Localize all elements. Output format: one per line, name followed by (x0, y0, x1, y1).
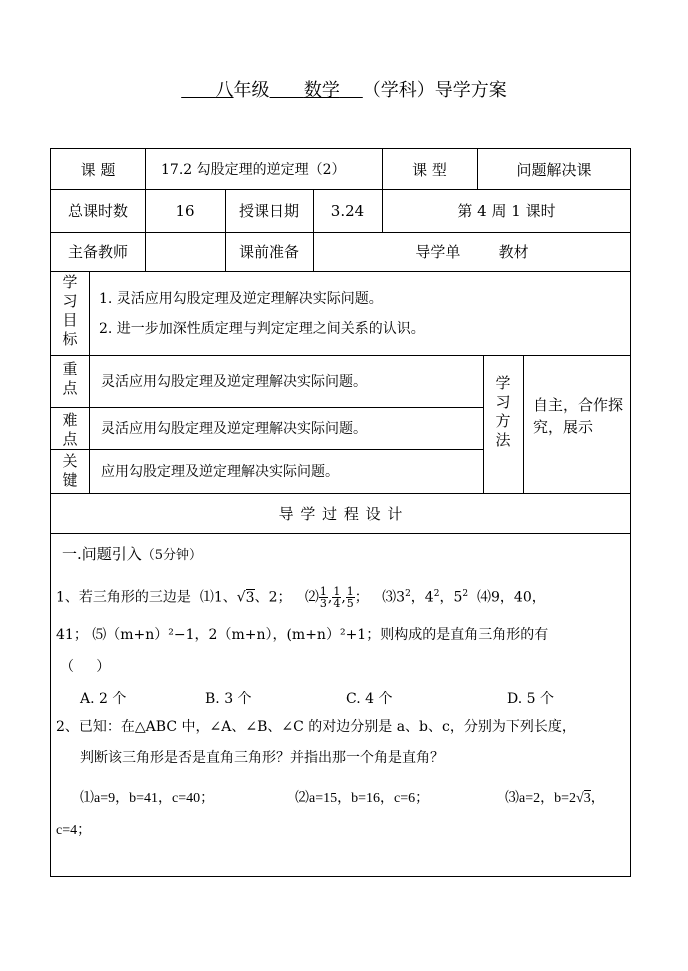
grade-blank: 八 (215, 80, 234, 101)
question-2-b: ⑵a=15，b=16，c=6； (295, 791, 430, 806)
hours-value: 16 (175, 201, 195, 220)
prep-value: 导学单 教材 (415, 243, 529, 261)
difficult-label: 难点 (62, 411, 78, 448)
goal-item-1: 1. 灵活应用勾股定理及逆定理解决实际问题。 (99, 291, 383, 307)
date-value: 3.24 (330, 201, 365, 220)
goal-item-2: 2. 进一步加深性质定理与判定定理之间关系的认识。 (99, 321, 425, 337)
question-2-c-line-2: c=4； (56, 823, 92, 838)
question-2-a: ⑴a=9，b=41，c=40； (80, 791, 215, 806)
difficult-value: 灵活应用勾股定理及逆定理解决实际问题。 (101, 421, 367, 437)
prep-label: 课前准备 (238, 243, 299, 261)
question-1-line-3: （ ） (60, 659, 111, 675)
grade-word: 年级 (233, 80, 270, 101)
type-value: 问题解决课 (516, 160, 592, 179)
document-title (0, 76, 688, 102)
teacher-value (145, 232, 225, 271)
option-a: A. 2 个 (80, 691, 127, 707)
option-b: B. 3 个 (205, 691, 252, 707)
type-label: 课 型 (412, 160, 447, 179)
crux-label: 关键 (62, 452, 78, 489)
subject-blank: 数学 (303, 80, 340, 101)
option-d: D. 5 个 (507, 691, 554, 707)
method-label: 学习方法 (495, 374, 511, 449)
section1-title: 一.问题引入（5分钟） (62, 545, 203, 563)
key-value: 灵活应用勾股定理及逆定理解决实际问题。 (101, 374, 367, 390)
hours-label: 总课时数 (67, 202, 128, 220)
process-heading: 导 学 过 程 设 计 (278, 504, 404, 523)
goals-label: 学习目标 (62, 273, 78, 348)
method-value: 自主，合作探究，展示 (533, 396, 624, 436)
crux-value: 应用勾股定理及逆定理解决实际问题。 (101, 464, 339, 480)
option-c: C. 4 个 (346, 691, 393, 707)
teacher-label: 主备教师 (67, 243, 128, 261)
lesson-value: 17.2 勾股定理的逆定理（2） (161, 162, 346, 178)
question-1-line-2: 41； ⑸（m+n）²−1，2（m+n），(m+n）²+1；则构成的是直角三角形的有 (56, 627, 549, 643)
title-suffix: （学科）导学方案 (362, 80, 507, 101)
lesson-plan-table (50, 148, 631, 877)
question-1-line-1: 1、若三角形的三边是 ⑴1、√3、2； ⑵ $\frac{1}{3}$ , $\frac{1}{4}$ , $\frac{1}{5}$ ； $⑶3^2$，$4^2$，$5^2$ ⑷9，40， (56, 585, 546, 610)
question-2-c: ⑶a=2，b=2√3， (505, 791, 605, 806)
week-value: 第 4 周 1 课时 (457, 202, 556, 220)
question-2-line-2: 判断该三角形是否是直角三角形？并指出那一个角是直角？ (80, 750, 444, 766)
key-label: 重点 (62, 360, 78, 397)
date-label: 授课日期 (238, 202, 299, 220)
question-2-line-1: 2、已知：在△ABC 中，∠A、∠B、∠C 的对边分别是 a、b、c，分别为下列长度， (56, 719, 576, 735)
lesson-label: 课 题 (80, 160, 116, 179)
